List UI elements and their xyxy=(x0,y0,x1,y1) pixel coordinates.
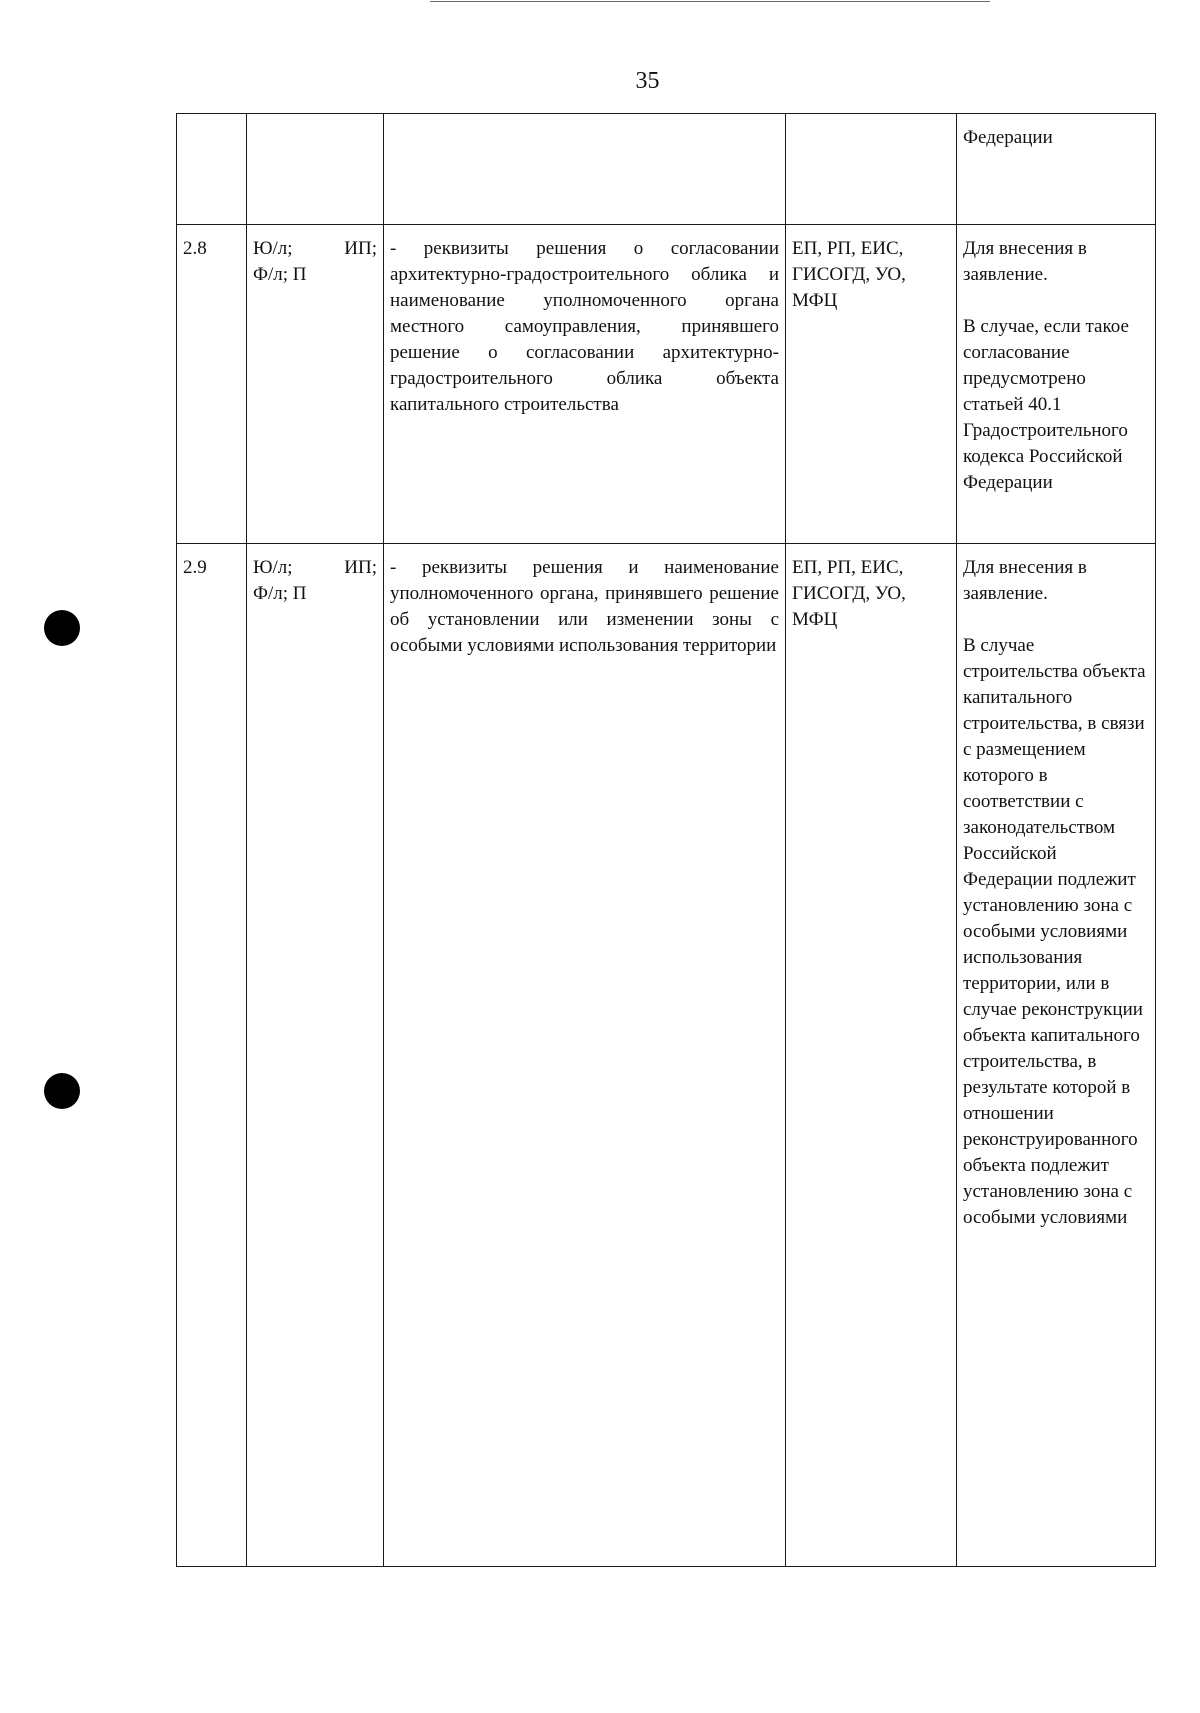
cell-number: 2.8 xyxy=(177,225,247,544)
purpose-condition: В случае строительства объекта капитального строительства, в связи с размещением которого в соответствии с законодательством Российской Федерации подлежит установлению зона с особыми условиями использования территории, или в случае реконструкции объекта капитального строительства, в результате которой в отношении реконструированного объекта подлежит установлению зона с особыми условиями xyxy=(963,635,1146,1228)
cell-sources xyxy=(786,114,957,225)
source-line: МФЦ xyxy=(792,290,838,311)
cell-sources xyxy=(786,225,957,544)
regulation-table xyxy=(176,113,1156,1567)
applicant-types xyxy=(253,236,377,262)
applicant-type: Ф/л; П xyxy=(253,583,307,604)
cell-description xyxy=(384,544,786,1567)
applicant-type: ИП; xyxy=(344,238,377,259)
binder-hole xyxy=(44,610,80,646)
source-line: ЕП, РП, ЕИС, xyxy=(792,557,904,578)
source-line: ГИСОГД, УО, xyxy=(792,583,906,604)
cell-description xyxy=(384,114,786,225)
source-line: ГИСОГД, УО, xyxy=(792,264,906,285)
cell-description xyxy=(384,225,786,544)
scan-edge-line xyxy=(430,1,990,2)
cell-applicants xyxy=(247,544,384,1567)
applicant-type: Ю/л; xyxy=(253,238,293,259)
source-line: ЕП, РП, ЕИС, xyxy=(792,238,904,259)
cell-applicants xyxy=(247,114,384,225)
table-row xyxy=(177,225,1156,544)
description-text: - реквизиты решения и наименование уполномоченного органа, принявшего решение об установлении или изменении зоны с особыми условиями использования территории xyxy=(390,557,779,656)
applicant-type: Ф/л; П xyxy=(253,264,307,285)
cell-number: 2.9 xyxy=(177,544,247,1567)
cell-purpose: Федерации xyxy=(957,114,1156,225)
binder-hole xyxy=(44,1073,80,1109)
applicant-types xyxy=(253,555,377,581)
description-text: - реквизиты решения о согласовании архитектурно-градостроительного облика и наименование уполномоченного органа местного самоуправления, принявшего решение о согласовании архитектурно-градостроительного облика объекта капитального строительства xyxy=(390,238,779,415)
purpose-text: Для внесения в заявление. xyxy=(963,557,1087,604)
cell-applicants xyxy=(247,225,384,544)
table-row xyxy=(177,544,1156,1567)
applicant-type: Ю/л; xyxy=(253,557,293,578)
cell-purpose xyxy=(957,225,1156,544)
cell-number xyxy=(177,114,247,225)
purpose-condition: В случае, если такое согласование предусмотрено статьей 40.1 Градостроительного кодекса Российской Федерации xyxy=(963,316,1129,493)
page-number: 35 xyxy=(635,68,660,94)
applicant-type: ИП; xyxy=(344,557,377,578)
cell-sources xyxy=(786,544,957,1567)
source-line: МФЦ xyxy=(792,609,838,630)
purpose-text: Для внесения в заявление. xyxy=(963,238,1087,285)
table-row xyxy=(177,114,1156,225)
cell-purpose xyxy=(957,544,1156,1567)
